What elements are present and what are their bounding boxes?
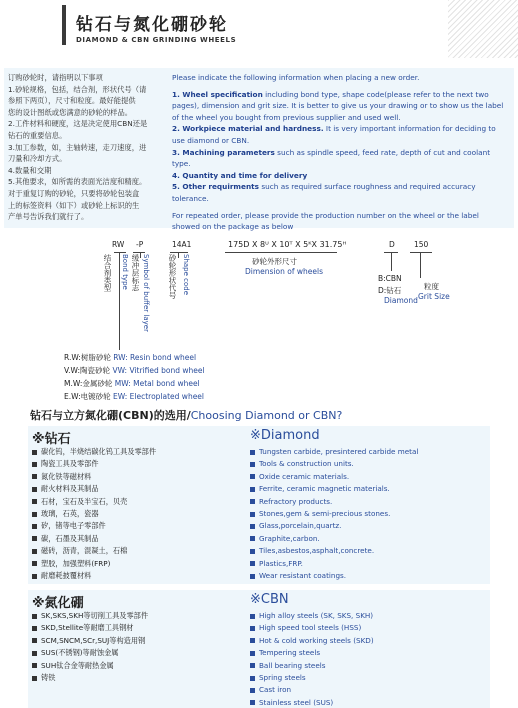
list-item: Wear resistant coatings.: [250, 570, 418, 582]
cbn-title-en: ※CBN: [250, 592, 289, 607]
bullet-square-icon: [250, 474, 255, 479]
bullet-square-icon: [32, 474, 37, 479]
list-item: 氮化铁等磁材料: [32, 471, 156, 483]
buffer-cn: 缓冲层标志: [131, 254, 140, 292]
list-item: High speed tool steels (HSS): [250, 622, 374, 634]
bond-row-ew: E.W:电镀砂轮 EW: Electroplated wheel: [64, 392, 205, 401]
info-en-item: 2. Workpiece material and hardness. It is very important information for deciding to use diamond or CBN.: [172, 124, 496, 145]
grit-label-en: Grit Size: [418, 292, 450, 301]
code-abrasive: D: [389, 240, 395, 249]
list-item: 铸铁: [32, 672, 148, 684]
bullet-square-icon: [250, 651, 255, 656]
dimension-label-cn: 砂轮外形尺寸: [252, 257, 297, 266]
info-en-item: 5. Other requirments such as required surface roughness and required accuracy tolerance.: [172, 182, 476, 203]
list-item: Tungsten carbide, presintered carbide metal: [250, 446, 418, 458]
list-item: 塑胶，加强塑料(FRP): [32, 558, 156, 570]
bullet-square-icon: [32, 524, 37, 529]
bullet-square-icon: [250, 487, 255, 492]
grit-label-cn: 粒度: [424, 282, 439, 291]
list-item: Stainless steel (SUS): [250, 697, 374, 708]
code-grit: 150: [414, 240, 429, 249]
bullet-square-icon: [250, 676, 255, 681]
bullet-square-icon: [250, 549, 255, 554]
abrasive-connector: [391, 252, 392, 271]
list-item: SK,SKS,SKH等切削工具及零部件: [32, 610, 148, 622]
page-title-en: DIAMOND & CBN GRINDING WHEELS: [76, 36, 237, 44]
bullet-square-icon: [32, 614, 37, 619]
bullet-square-icon: [32, 663, 37, 668]
info-cn-line: 上的标签资料（如下）或砂轮上标识的生: [8, 200, 140, 210]
bullet-square-icon: [250, 512, 255, 517]
bond-type-cn: 结合剂类型: [103, 254, 112, 292]
header-accent-bar: [62, 5, 66, 45]
order-info-panel: [4, 68, 514, 232]
list-item: Ferrite, ceramic magnetic materials.: [250, 483, 418, 495]
diamond-title-cn: ※钻石: [32, 432, 71, 447]
list-item: Graphite,carbon.: [250, 533, 418, 545]
diamond-label-cn: D:钻石: [378, 286, 402, 295]
list-item: Refractory products.: [250, 496, 418, 508]
list-item: 磁砖，沥青，混凝土，石棉: [32, 545, 156, 557]
info-en-item: 4. Quantity and time for delivery: [172, 170, 308, 180]
bullet-square-icon: [32, 450, 37, 455]
list-item: Oxide ceramic materials.: [250, 471, 418, 483]
list-item: SCM,SNCM,SCr,SUJ等构造用钢: [32, 635, 148, 647]
info-cn-line: 刀量和冷却方式。: [8, 154, 67, 164]
cbn-list-en: [250, 610, 374, 708]
bullet-square-icon: [32, 487, 37, 492]
list-item: Tools & construction units.: [250, 458, 418, 470]
list-item: SUS(不锈钢)等耐蚀金属: [32, 647, 148, 659]
bullet-square-icon: [250, 700, 255, 705]
info-en-item: 1. Wheel specification including bond type, shape code(please refer to the next two pages), dimension and grit size. It is better to give us your drawing or to show us the label of the wheel you bought from previous supplier and used well.: [172, 89, 504, 122]
list-item: 矽，锗等电子零部件: [32, 520, 156, 532]
buffer-underline: [133, 252, 145, 253]
bullet-square-icon: [250, 614, 255, 619]
list-item: Tiles,asbestos,asphalt,concrete.: [250, 545, 418, 557]
bullet-square-icon: [250, 524, 255, 529]
buffer-en: Symbol of buffer layer: [142, 254, 150, 332]
shape-underline: [170, 252, 188, 253]
info-cn-line: 钻石的重要信息。: [8, 130, 67, 140]
bullet-square-icon: [32, 499, 37, 504]
info-cn-line: 产单号告诉我们就行了。: [8, 212, 89, 222]
diamond-list-cn: [32, 446, 156, 582]
grit-underline: [410, 252, 432, 253]
list-item: Plastics,FRP.: [250, 558, 418, 570]
cbn-label: B:CBN: [378, 274, 402, 283]
list-item: Stones,gem & semi-precious stones.: [250, 508, 418, 520]
bullet-square-icon: [32, 462, 37, 467]
code-buffer: -P: [136, 240, 144, 249]
bullet-square-icon: [32, 651, 37, 656]
list-item: 碳化钨，半烧结碳化钨工具及零部件: [32, 446, 156, 458]
order-outro: For repeated order, please provide the production number on the wheel or the label showed on the package as below: [172, 210, 479, 232]
grit-connector: [420, 252, 421, 278]
list-item: 石材，宝石及半宝石，贝壳: [32, 496, 156, 508]
shape-connector: [178, 252, 179, 258]
bullet-square-icon: [250, 663, 255, 668]
bullet-square-icon: [250, 638, 255, 643]
cbn-list-cn: [32, 610, 148, 684]
bullet-square-icon: [250, 561, 255, 566]
bond-row-mw: M.W:金属砂轮 MW: Metal bond wheel: [64, 379, 200, 388]
code-shape: 14A1: [172, 240, 192, 249]
info-cn-line: 参照下两页），尺寸和粒度。最好能提供: [8, 96, 136, 106]
list-item: 陶瓷工具及零部件: [32, 458, 156, 470]
diamond-label-en: Diamond: [384, 296, 418, 305]
list-item: SUH钛合金等耐热金属: [32, 660, 148, 672]
info-cn-line: 3.加工参数，如，主轴转速，走刀速度，进: [8, 142, 147, 152]
wheel-code-diagram: [0, 232, 518, 400]
bullet-square-icon: [32, 512, 37, 517]
bullet-square-icon: [32, 626, 37, 631]
page-title-cn: 钻石与氮化硼砂轮: [76, 15, 228, 35]
list-item: High alloy steels (SK, SKS, SKH): [250, 610, 374, 622]
dimension-label-en: Dimension of wheels: [245, 267, 323, 276]
list-item: Hot & cold working steels (SKD): [250, 635, 374, 647]
list-item: Cast iron: [250, 684, 374, 696]
info-cn-line: 对于重复订购的砂轮，只要将砂轮包装盒: [8, 188, 140, 198]
list-item: Spring steels: [250, 672, 374, 684]
info-cn-line: 订购砂轮时，请指明以下事项: [8, 73, 103, 82]
shape-code-cn: 砂轮形状代号: [168, 254, 177, 299]
code-bond: RW: [112, 240, 125, 249]
bullet-square-icon: [250, 626, 255, 631]
dimension-underline: [225, 252, 337, 253]
decorative-hatch: [448, 0, 518, 58]
diamond-panel: [28, 426, 490, 584]
list-item: Ball bearing steels: [250, 660, 374, 672]
info-cn-line: 5.其他要求，如所需的表面光洁度和精度。: [8, 177, 147, 187]
bullet-square-icon: [32, 638, 37, 643]
bullet-square-icon: [32, 574, 37, 579]
diamond-title-en: ※Diamond: [250, 428, 320, 443]
info-cn-line: 2.工件材料和硬度，这是决定使用CBN还是: [8, 119, 148, 129]
bullet-square-icon: [32, 561, 37, 566]
shape-code-en: Shape code: [182, 254, 190, 296]
list-item: Glass,porcelain,quartz.: [250, 520, 418, 532]
cbn-panel: [28, 590, 490, 708]
bullet-square-icon: [250, 499, 255, 504]
bullet-square-icon: [250, 688, 255, 693]
bullet-square-icon: [32, 676, 37, 681]
list-item: 碳，石墨及其制品: [32, 533, 156, 545]
order-intro: Please indicate the following information when placing a new order.: [172, 73, 420, 82]
list-item: 耐火材料及其制品: [32, 483, 156, 495]
info-cn-line: 1.砂轮规格，包括，结合剂，形状代号（请: [8, 84, 147, 94]
info-en-item: 3. Machining parameters such as spindle speed, feed rate, depth of cut and coolant type.: [172, 147, 491, 169]
bond-type-en: Bond type: [121, 254, 129, 290]
bullet-square-icon: [250, 462, 255, 467]
bullet-square-icon: [250, 450, 255, 455]
bond-row-rw: R.W:树脂砂轮 RW: Resin bond wheel: [64, 353, 197, 362]
bond-underline: [114, 252, 126, 253]
code-dimension: 175D X 8ᵁ X 10ᵀ X 5ᴷX 31.75ᴴ: [228, 240, 347, 249]
list-item: SKD,Stellite等耐磨工具钢材: [32, 622, 148, 634]
list-item: 耐磨耗披覆材料: [32, 570, 156, 582]
cbn-title-cn: ※氮化硼: [32, 596, 84, 611]
order-info-cn: [8, 72, 166, 223]
order-info-en: [172, 72, 508, 233]
list-item: 玻璃，石英，瓷器: [32, 508, 156, 520]
bullet-square-icon: [250, 574, 255, 579]
page-header: [0, 0, 518, 60]
info-cn-line: 4.数量和交期: [8, 165, 52, 175]
list-item: Tempering steels: [250, 647, 374, 659]
bullet-square-icon: [250, 536, 255, 541]
bullet-square-icon: [32, 549, 37, 554]
info-cn-line: 您的设计图纸或您满意的砂轮的样品。: [8, 107, 133, 117]
choose-section-title: 钻石与立方氮化硼(CBN)的选用/Choosing Diamond or CBN?: [30, 409, 343, 422]
diamond-list-en: [250, 446, 418, 582]
bond-row-vw: V.W:陶瓷砂轮 VW: Vitrified bond wheel: [64, 366, 205, 375]
bullet-square-icon: [32, 536, 37, 541]
